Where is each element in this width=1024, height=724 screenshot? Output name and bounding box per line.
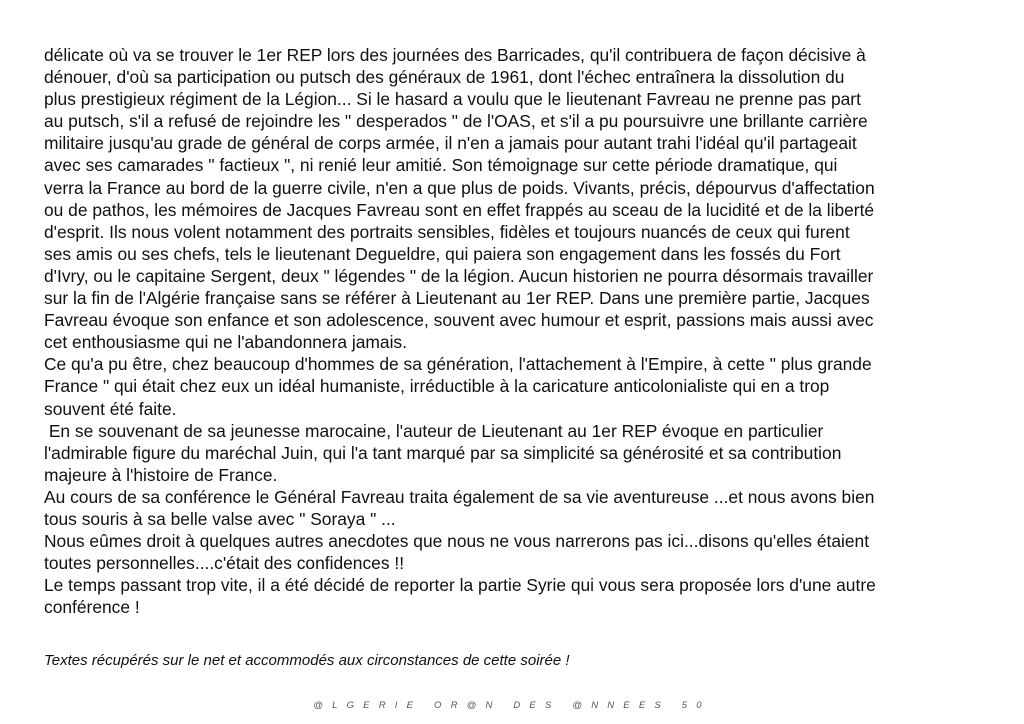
source-note: Textes récupérés sur le net et accommodés aux circonstances de cette soirée !	[44, 652, 570, 669]
text-line: conférence !	[44, 597, 140, 618]
main-text	[44, 44, 994, 618]
text-line: d'Ivry, ou le capitaine Sergent, deux " légendes " de la légion. Aucun historien ne pourra désormais travailler	[44, 265, 874, 286]
text-line: En se souvenant de sa jeunesse marocaine, l'auteur de Lieutenant au 1er REP évoque en particulier	[44, 420, 824, 441]
text-line: sur la fin de l'Algérie française sans se référer à Lieutenant au 1er REP. Dans une première partie, Jacques	[44, 288, 870, 309]
text-line: Nous eûmes droit à quelques autres anecdotes que nous ne vous narrerons pas ici...disons qu'elles étaient	[44, 531, 870, 552]
text-line: cet enthousiasme qui ne l'abandonnera jamais.	[44, 332, 407, 353]
page-footer: @LGERIE OR@N DES @NNEES 50	[313, 700, 711, 711]
text-line: dénouer, d'où sa participation ou putsch des généraux de 1961, dont l'échec entraînera la dissolution du	[44, 67, 845, 88]
text-line: Au cours de sa conférence le Général Favreau traita également de sa vie aventureuse ...et nous avons bien	[44, 486, 875, 507]
text-line: Ce qu'a pu être, chez beaucoup d'hommes de sa génération, l'attachement à l'Empire, à cette " plus grande	[44, 354, 872, 375]
text-line: France " qui était chez eux un idéal humaniste, irréductible à la caricature anticolonialiste qui en a trop	[44, 376, 830, 397]
text-line: l'admirable figure du maréchal Juin, qui l'a tant marqué par sa simplicité sa générosité et sa contribution	[44, 442, 842, 463]
text-line: militaire jusqu'au grade de général de corps armée, il n'en a jamais pour autant trahi l'idéal qu'il partageait	[44, 133, 857, 154]
text-line: tous souris à sa belle valse avec " Soraya " ...	[44, 508, 396, 529]
text-line: d'esprit. Ils nous volent notamment des portraits sensibles, fidèles et toujours nuancés de ceux qui furent	[44, 221, 850, 242]
text-line: toutes personnelles....c'était des confidences !!	[44, 553, 405, 574]
text-line: majeure à l'histoire de France.	[44, 464, 278, 485]
text-line: souvent été faite.	[44, 398, 177, 419]
text-line: au putsch, s'il a refusé de rejoindre les " desperados " de l'OAS, et s'il a pu poursuivre une brillante carrière	[44, 111, 868, 132]
text-line: ou de pathos, les mémoires de Jacques Favreau sont en effet frappés au sceau de la lucidité et de la liberté	[44, 199, 875, 220]
text-line: avec ses camarades " factieux ", ni renié leur amitié. Son témoignage sur cette période dramatique, qui	[44, 155, 838, 176]
text-line: verra la France au bord de la guerre civile, n'en a que plus de poids. Vivants, précis, dépourvus d'affectation	[44, 177, 875, 198]
text-line: Le temps passant trop vite, il a été décidé de reporter la partie Syrie qui vous sera proposée lors d'une autre	[44, 575, 876, 596]
document-body	[44, 44, 994, 618]
text-line: Favreau évoque son enfance et son adolescence, souvent avec humour et esprit, passions mais aussi avec	[44, 310, 874, 331]
text-line: ses amis ou ses chefs, tels le lieutenant Degueldre, qui paiera son engagement dans les fossés du Fort	[44, 243, 841, 264]
text-line: délicate où va se trouver le 1er REP lors des journées des Barricades, qu'il contribuera de façon décisive à	[44, 45, 866, 65]
text-line: plus prestigieux régiment de la Légion... Si le hasard a voulu que le lieutenant Favreau ne prenne pas part	[44, 89, 861, 110]
